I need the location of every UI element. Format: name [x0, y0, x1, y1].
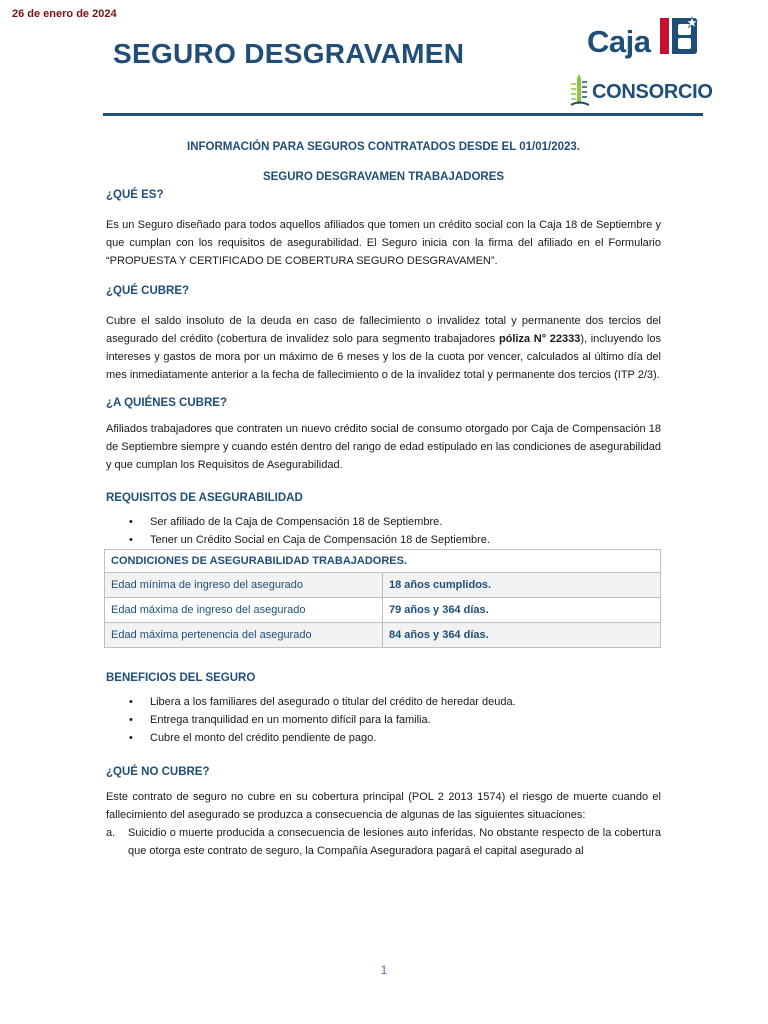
table-row: [105, 573, 661, 598]
document-date: 26 de enero de 2024: [12, 8, 117, 20]
requisitos-list: [106, 513, 661, 549]
consorcio-building-icon: [567, 72, 591, 108]
table-cell-label: Edad mínima de ingreso del asegurado: [105, 573, 383, 598]
a-quienes-text: Afiliados trabajadores que contraten un nuevo crédito social de consumo otorgado por Caja de Compensación 18 de Septiembre siempre y cuando estén dentro del rango de edad estipulado en las condiciones de asegurabilidad y que cumplan los Requisitos de Asegurabilidad.: [106, 423, 661, 471]
caja-18-logo: [585, 12, 705, 62]
table-cell-value: 18 años cumplidos.: [383, 573, 661, 598]
beneficios-list: [106, 693, 661, 747]
policy-number: póliza N° 22333: [498, 333, 581, 345]
consorcio-logo: [565, 72, 713, 110]
requisitos-heading: REQUISITOS DE ASEGURABILIDAD: [106, 492, 303, 504]
list-item: • Tener un Crédito Social en Caja de Compensación 18 de Septiembre.: [150, 531, 661, 549]
page-number: 1: [380, 963, 388, 977]
que-no-cubre-text: Este contrato de seguro no cubre en su cobertura principal (POL 2 2013 1574) el riesgo de muerte cuando el fallecimiento del asegurado se produzca a consecuencia de algunas de las siguientes situaciones:: [106, 791, 661, 821]
que-es-heading: ¿QUÉ ES?: [106, 189, 164, 201]
page-title: SEGURO DESGRAVAMEN: [113, 38, 465, 69]
header-divider: [103, 113, 703, 116]
que-cubre-heading: ¿QUÉ CUBRE?: [106, 285, 190, 297]
list-item: • Cubre el monto del crédito pendiente de pago.: [150, 729, 661, 747]
list-item: • Entrega tranquilidad en un momento difícil para la familia.: [150, 711, 661, 729]
table-row: [105, 598, 661, 623]
table-row: [105, 623, 661, 648]
condiciones-table: [104, 549, 661, 648]
exclusion-marker: a.: [106, 827, 116, 839]
document-body: [106, 138, 661, 860]
condiciones-table-heading: CONDICIONES DE ASEGURABILIDAD TRABAJADORES.: [105, 550, 661, 573]
que-no-cubre-heading: ¿QUÉ NO CUBRE?: [106, 766, 210, 778]
intro-heading: INFORMACIÓN PARA SEGUROS CONTRATADOS DESDE EL 01/01/2023.: [187, 141, 580, 153]
exclusion-item: [106, 824, 661, 860]
table-cell-value: 84 años y 364 días.: [383, 623, 661, 648]
exclusion-text: Suicidio o muerte producida a consecuencia de lesiones auto inferidas. No obstante respecto de la cobertura que otorga este contrato de seguro, la Compañía Aseguradora pagará el capital asegurado al: [128, 827, 661, 857]
table-cell-value: 79 años y 364 días.: [383, 598, 661, 623]
que-cubre-text-part: Cubre el saldo insoluto de la deuda en caso de fallecimiento o invalidez total y permanente dos tercios del asegurado del crédito (cobertura de invalidez solo para segmento trabajadores: [106, 315, 661, 345]
caja-18-mark-icon: [658, 14, 698, 58]
list-item: • Libera a los familiares del asegurado o titular del crédito de heredar deuda.: [150, 693, 661, 711]
que-cubre-text: [106, 312, 661, 384]
que-es-text: Es un Seguro diseñado para todos aquellos afiliados que tomen un crédito social con la Caja 18 de Septiembre y que cumplan con los requisitos de asegurabilidad. El Seguro inicia con la firma del afiliado en el Formulario “PROPUESTA Y CERTIFICADO DE COBERTURA SEGURO DESGRAVAMEN”.: [106, 219, 661, 267]
table-cell-label: Edad máxima de ingreso del asegurado: [105, 598, 383, 623]
beneficios-heading: BENEFICIOS DEL SEGURO: [106, 672, 256, 684]
que-cubre-text-part: ), incluyendo los intereses y gastos de mora por un máximo de 6 meses y los de la cuota por vencer, calculados al último día del mes inmediatamente anterior a la fecha de fallecimiento o de la invalidez total y permanente dos tercios (ITP 2/3).: [106, 333, 661, 381]
product-heading: SEGURO DESGRAVAMEN TRABAJADORES: [262, 171, 505, 183]
table-cell-label: Edad máxima pertenencia del asegurado: [105, 623, 383, 648]
a-quienes-heading: ¿A QUIÉNES CUBRE?: [106, 397, 227, 409]
list-item: • Ser afiliado de la Caja de Compensación 18 de Septiembre.: [150, 513, 661, 531]
consorcio-logo-text: CONSORCIO: [592, 81, 713, 103]
caja-logo-text: Caja: [587, 24, 651, 59]
